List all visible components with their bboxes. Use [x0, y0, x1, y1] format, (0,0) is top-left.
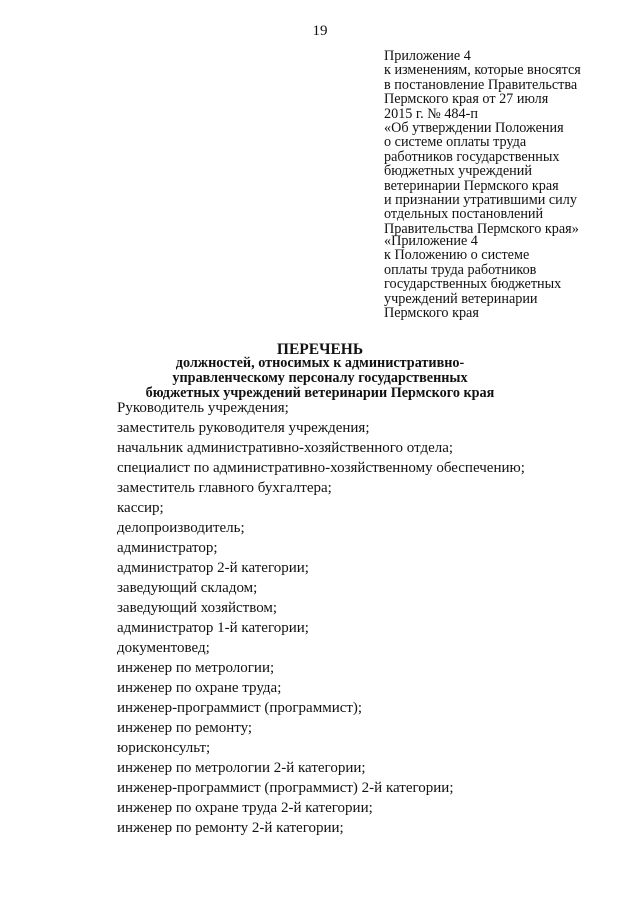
list-item: заведующий складом; — [117, 580, 258, 596]
appendix-sub-line: к Положению о системе — [384, 247, 530, 264]
list-subtitle-line: должностей, относимых к административно- — [175, 355, 465, 371]
list-item: инженер по охране труда 2-й категории; — [117, 800, 373, 816]
appendix-header-line: и признании утратившими силу — [384, 192, 577, 209]
list-item: специалист по административно-хозяйственному обеспечению; — [117, 460, 525, 476]
appendix-header-line: работников государственных — [384, 148, 560, 165]
appendix-header-line: Пермского края от 27 июля — [384, 91, 549, 108]
appendix-header — [384, 49, 624, 236]
list-item: делопроизводитель; — [117, 520, 245, 536]
appendix-header-line: о системе оплаты труда — [384, 134, 527, 151]
appendix-header-line: Правительства Пермского края» — [384, 220, 579, 237]
positions-list — [117, 398, 617, 838]
list-item: инженер по метрологии 2-й категории; — [117, 760, 366, 776]
appendix-header-line: в постановление Правительства — [384, 76, 578, 93]
appendix-sub-line: «Приложение 4 — [384, 233, 478, 249]
appendix-sub-line: оплаты труда работников — [384, 261, 537, 278]
appendix-sub-line: государственных бюджетных — [384, 276, 562, 293]
page-number: 19 — [312, 23, 328, 39]
list-item: юрисконсульт; — [117, 740, 211, 756]
list-item: администратор 2-й категории; — [117, 560, 309, 576]
appendix-sub-line: учреждений ветеринарии — [384, 290, 538, 307]
list-item: инженер-программист (программист); — [117, 700, 363, 716]
appendix-sub-line: Пермского края — [384, 305, 479, 322]
list-subtitle-line: бюджетных учреждений ветеринарии Пермского края — [145, 384, 495, 401]
list-item: администратор; — [117, 540, 218, 556]
list-item: инженер по метрологии; — [117, 660, 275, 676]
appendix-header-line: отдельных постановлений — [384, 206, 544, 223]
list-item: заместитель руководителя учреждения; — [117, 420, 370, 436]
appendix-header-line: к изменениям, которые вносятся — [384, 62, 581, 79]
list-item: инженер по охране труда; — [117, 680, 282, 696]
list-item: документовед; — [117, 640, 210, 656]
appendix-sub — [384, 234, 624, 320]
list-item: кассир; — [117, 500, 164, 516]
list-item: инженер по ремонту; — [117, 720, 253, 736]
list-item: инженер-программист (программист) 2-й категории; — [117, 780, 454, 796]
list-item: инженер по ремонту 2-й категории; — [117, 820, 344, 836]
appendix-header-line: ветеринарии Пермского края — [384, 177, 559, 194]
appendix-header-line: «Об утверждении Положения — [384, 120, 564, 137]
list-item: администратор 1-й категории; — [117, 620, 309, 636]
list-item: Руководитель учреждения; — [117, 400, 289, 416]
list-subtitle-line: управленческому персоналу государственных — [172, 369, 468, 386]
list-item: начальник административно-хозяйственного отдела; — [117, 440, 454, 456]
list-item: заместитель главного бухгалтера; — [117, 480, 332, 496]
list-title: ПЕРЕЧЕНЬ — [276, 341, 364, 358]
list-subtitle — [0, 356, 640, 400]
appendix-header-line: бюджетных учреждений — [384, 163, 532, 180]
list-item: заведующий хозяйством; — [117, 600, 278, 616]
appendix-header-line: Приложение 4 — [384, 48, 471, 64]
appendix-header-line: 2015 г. № 484-п — [384, 105, 478, 122]
